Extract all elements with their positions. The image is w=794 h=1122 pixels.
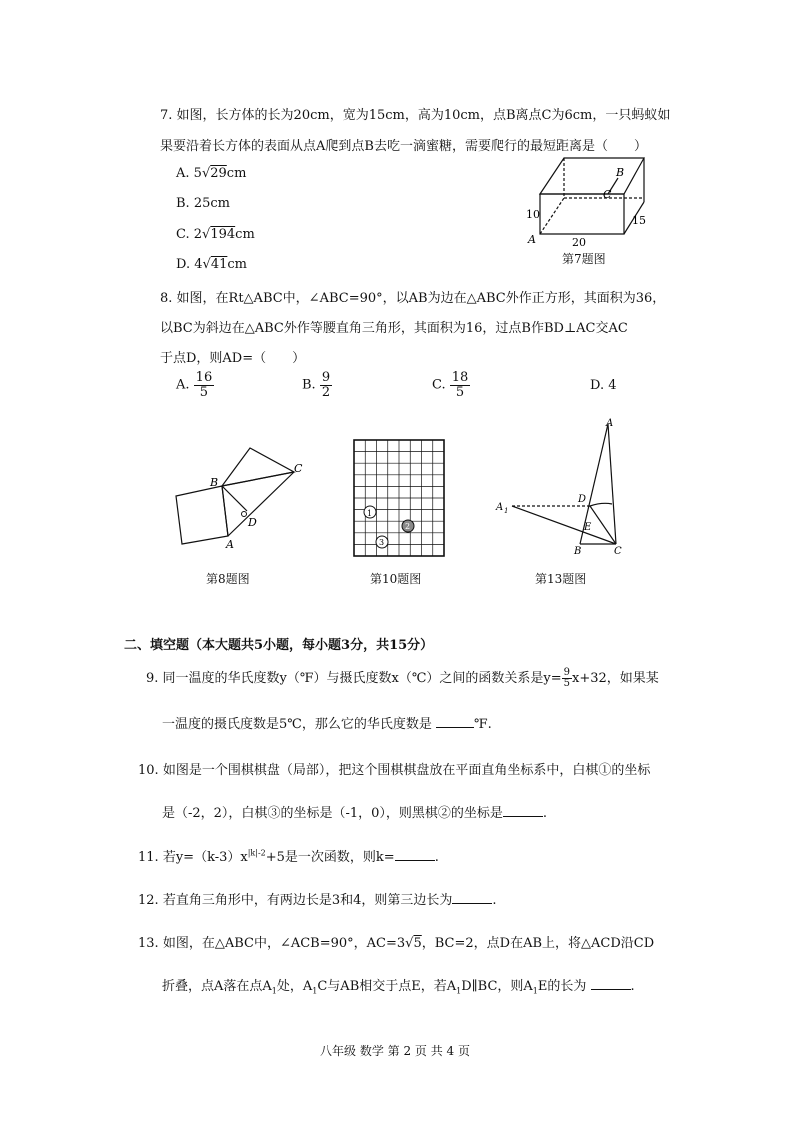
q8-option-a: A. $\frac{16}{5}$ xyxy=(176,370,213,400)
fig13-caption: 第13题图 xyxy=(535,572,587,586)
q10-line2: 是（-2，2），白棋③的坐标是（-1，0），则黑棋②的坐标是 . xyxy=(162,806,548,821)
fig8-right-angle-mark xyxy=(242,512,247,517)
q11-answer-blank xyxy=(395,860,435,861)
fig7-label-20: 20 xyxy=(572,236,586,249)
fig13-diagram xyxy=(490,414,630,560)
q8-line1: 8. 如图，在Rt△ABC中，∠ABC=90°，以AB为边在△ABC外作正方形，其面积为36， xyxy=(160,291,666,306)
q10-line1: 10. 如图是一个围棋棋盘（局部），把这个围棋棋盘放在平面直角坐标系中，白棋①的坐标 xyxy=(138,763,651,778)
fig13-label-c: C xyxy=(614,546,622,557)
q8-line3: 于点D，则AD=（ ） xyxy=(160,351,306,366)
fig10-caption: 第10题图 xyxy=(370,572,422,586)
q11-line: 11. 若$y=(k-3)x^{|k|-2}+5$是一次函数，则k= . xyxy=(138,848,439,865)
q8-line2: 以BC为斜边在△ABC外作等腰直角三角形，其面积为16，过点B作BD⊥AC交AC xyxy=(160,321,628,336)
q12-answer-blank xyxy=(452,903,492,904)
fig7-label-c: C xyxy=(603,188,612,201)
q8-option-c: C. $\frac{18}{5}$ xyxy=(432,370,469,400)
fig10-stone-label-1: 1 xyxy=(367,509,373,518)
fig13-label-a1-sub: 1 xyxy=(504,507,509,515)
fig10-stone-label-3: 3 xyxy=(379,538,385,547)
q13-line2: 折叠，点A落在点$A_1$处，$A_1C$与AB相交于点E，若$A_1D\parallel BC$，则$A_1E$的长为 . xyxy=(162,979,635,996)
fig8-label-b: B xyxy=(210,476,219,489)
fig13-label-b: B xyxy=(574,546,582,557)
fig7-caption: 第7题图 xyxy=(562,252,606,266)
fig7-label-15: 15 xyxy=(632,214,646,227)
fig10-stone-label-2: 2 xyxy=(405,522,411,531)
q8-option-d: D. 4 xyxy=(590,378,617,393)
q12-line: 12. 若直角三角形中，有两边长是3和4，则第三边长为 . xyxy=(138,893,497,908)
q13-line1: 13. 如图，在△ABC中，∠ACB=90°，AC=3√5，BC=2，点D在AB上，将△ACD沿CD xyxy=(138,936,655,951)
fig10-go-board xyxy=(350,436,450,560)
fig7-label-a: A xyxy=(528,233,536,246)
fig8-label-a: A xyxy=(226,538,234,551)
q7-line1: 7. 如图，长方体的长为20cm，宽为15cm，高为10cm，点B离点C为6cm，一只蚂蚁如 xyxy=(160,108,671,123)
q9-line1: 9. 同一温度的华氏度数y（℉）与摄氏度数x（℃）之间的函数关系是y= $\frac{9}{5}$ x+32，如果某 xyxy=(146,666,659,689)
fig13-label-a: A xyxy=(606,418,614,429)
q7-option-c: C. 2√194cm xyxy=(176,227,255,242)
fig13-label-d: D xyxy=(578,494,587,505)
fig8-diagram xyxy=(170,440,320,555)
q8-option-b: B. $\frac{9}{2}$ xyxy=(302,370,331,400)
q13-answer-blank xyxy=(591,989,631,990)
q7-line2: 果要沿着长方体的表面从点A爬到点B去吃一滴蜜糖，需要爬行的最短距离是（ ） xyxy=(160,139,647,154)
section2-title: 二、填空题（本大题共5小题，每小题3分，共15分） xyxy=(124,638,434,653)
q7-option-b: B. 25cm xyxy=(176,196,230,211)
fig8-caption: 第8题图 xyxy=(206,572,250,586)
q9-line2: 一温度的摄氏度数是5℃，那么它的华氏度数是 ℉. xyxy=(162,717,492,732)
fig13-label-e: E xyxy=(584,522,592,533)
q7-option-d: D. 4√41cm xyxy=(176,257,247,272)
page-footer: 八年级 数学 第 2 页 共 4 页 xyxy=(320,1044,470,1058)
fig8-label-d: D xyxy=(248,516,257,529)
fig13-label-a1: A xyxy=(496,502,504,513)
fig8-label-c: C xyxy=(294,462,303,475)
q10-answer-blank xyxy=(503,816,543,817)
fig7-label-10: 10 xyxy=(526,208,540,221)
q9-answer-blank xyxy=(436,727,474,728)
q7-option-a: A. 5√29cm xyxy=(176,166,247,181)
fig7-label-b: B xyxy=(616,166,625,179)
